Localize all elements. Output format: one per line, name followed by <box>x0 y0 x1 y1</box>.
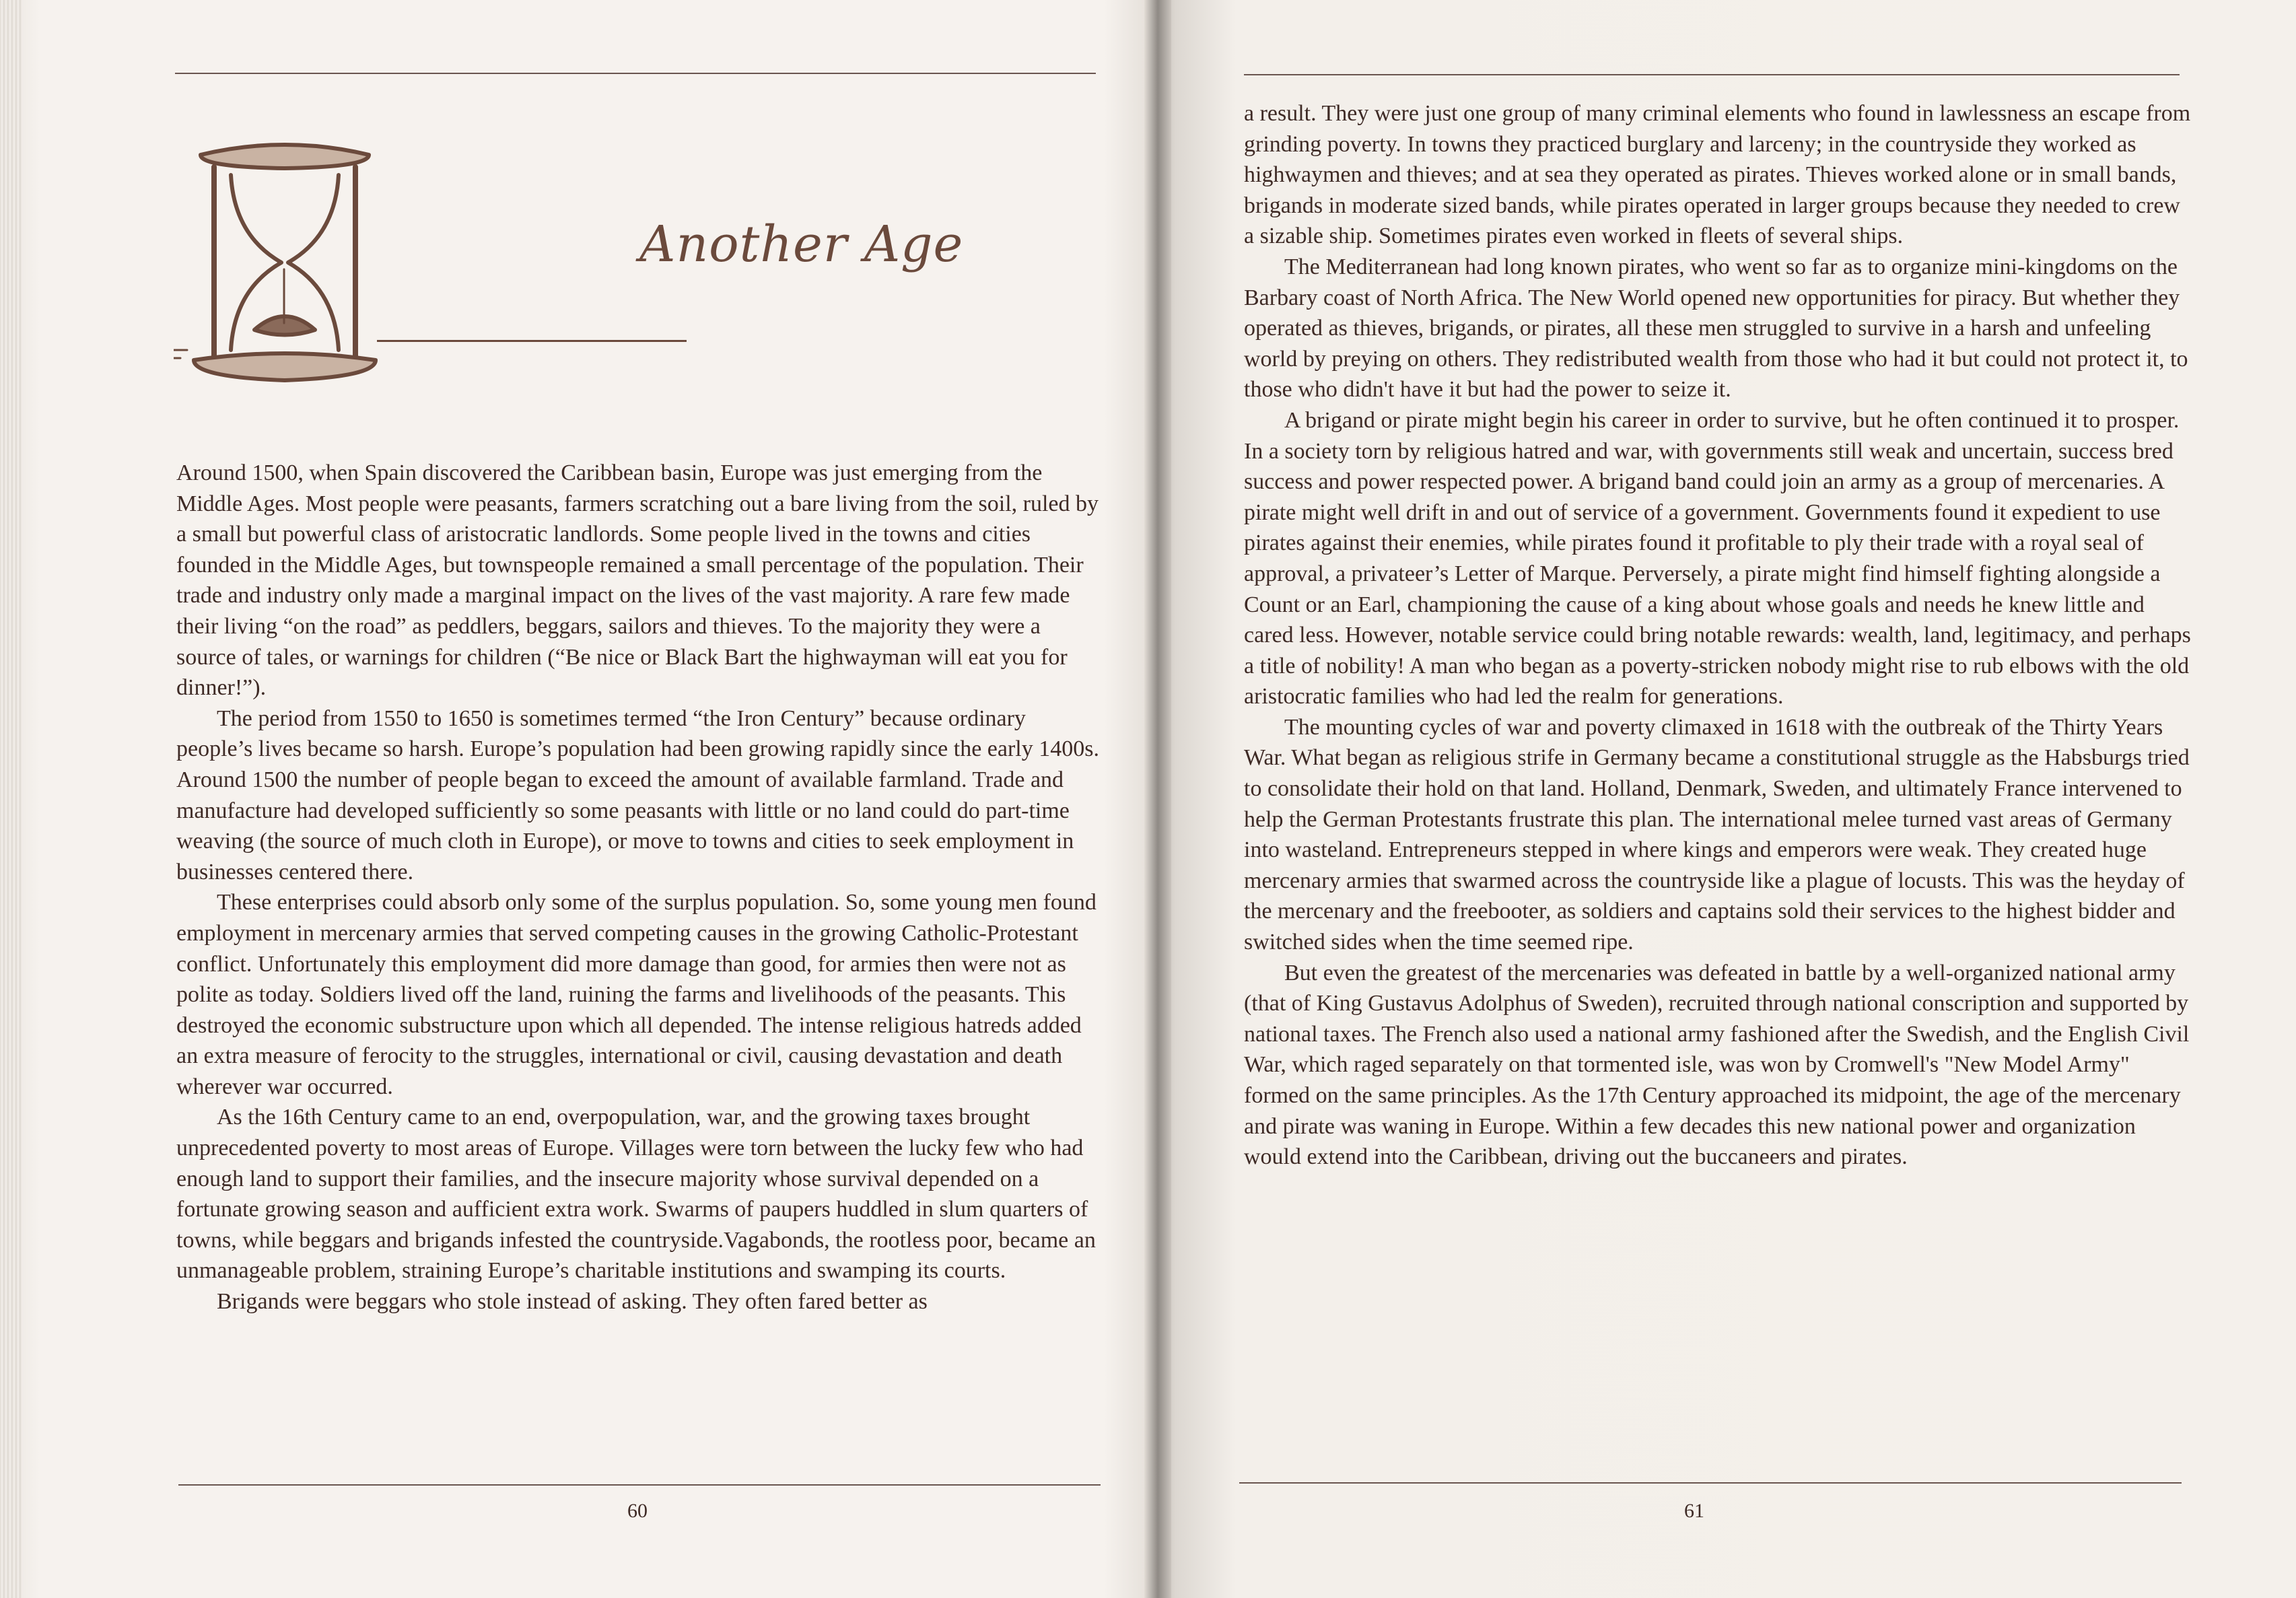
paragraph: Around 1500, when Spain discovered the Caribbean basin, Europe was just emerging from the Middle Ages. Most people were peasants, farmers scratching out a bare living from the soil, ruled by a small but powerful class of aristocratic landlords. Some people lived in the towns and cities founded in the Middle Ages, but townspeople remained a small percentage of the population. Their trade and industry only made a marginal impact on the lives of the vast majority. A rare few made their living “on the road” as peddlers, beggars, sailors and thieves. To the majority they were a source of tales, or warnings for children (“Be nice or Black Bart the highwayman will eat you for dinner!”). <box>176 460 1099 701</box>
paragraph: But even the greatest of the mercenaries was defeated in battle by a well-organized national army (that of King Gustavus Adolphus of Sweden), recruited through national conscription and supported by national taxes. The French also used a national army fashioned after the Swedish, and the English Civil War, which raged separately on that tormented isle, was won by Cromwell's "New Model Army" formed on the same principles. As the 17th Century approached its midpoint, the age of the mercenary and pirate was waning in Europe. Within a few decades this new national power and organization would extend into the Caribbean, driving out the buccaneers and pirates. <box>1244 960 2190 1170</box>
paragraph: As the 16th Century came to an end, overpopulation, war, and the growing taxes brought unprecedented poverty to most areas of Europe. Villages were torn between the lucky few who had enough land to support their families, and the insecure majority whose survival depended on a fortunate growing season and aufficient extra work. Swarms of paupers huddled in slum quarters of towns, while beggars and brigands infested the countryside.Vagabonds, the rootless poor, became an unmanageable problem, straining Europe’s charitable institutions and swamping its courts. <box>176 1105 1096 1284</box>
paragraph: The period from 1550 to 1650 is sometimes termed “the Iron Century” because ordinary people’s lives became so harsh. Europe’s population had been growing rapidly since the early 1400s. Around 1500 the number of people began to exceed the amount of available farmland. Trade and manufacture had developed sufficiently so some peasants with little or no land could do part-time weaving (the source of much cloth in Europe), or move to towns and cities to seek employment in businesses centered there. <box>176 705 1099 884</box>
paragraph: The Mediterranean had long known pirates, who went so far as to organize mini-kingdoms on the Barbary coast of North Africa. The New World opened new opportunities for piracy. But whether they operated as thieves, brigands, or pirates, all these men struggled to survive in a harsh and unfeeling world by preying on others. They redistributed wealth from those who had it but could not protect it, to those who didn't have it but had the power to seize it. <box>1244 254 2188 403</box>
paragraph: These enterprises could absorb only some of the surplus population. So, some young men found employment in mercenary armies that served competing causes in the growing Catholic-Protestant conflict. Unfortunately this employment did more damage than good, for armies then were not as polite as today. Soldiers lived off the land, ruining the farms and livelihoods of the peasants. This destroyed the economic substructure upon which all depended. The intense religious hatreds added an extra measure of ferocity to the struggles, international or civil, causing devastation and death wherever war occurred. <box>176 890 1097 1099</box>
page-number: 61 <box>1684 1500 1704 1522</box>
hourglass-icon <box>174 135 396 397</box>
paragraph: A brigand or pirate might begin his career in order to survive, but he often continued it to prosper. In a society torn by religious hatred and war, with governments still weak and uncertain, success bred success and power respected power. A brigand band could join an army as a group of mercenaries. A pirate might well drift in and out of service of a government. Governments found it expedient to use pirates against their enemies, while pirates found it profitable to ply their trade with a royal seal of approval, a privateer’s Letter of Marque. Perversely, a pirate might find himself fighting alongside a Count or an Earl, championing the cause of a king about whose goals and needs he knew little and cared less. However, notable service could bring notable rewards: wealth, land, legitimacy, and perhaps a title of nobility! A man who began as a poverty-stricken nobody might rise to rub elbows with the old aristocratic families who had led the realm for generations. <box>1244 407 2191 709</box>
title-underline <box>377 340 687 342</box>
paragraph: The mounting cycles of war and poverty climaxed in 1618 with the outbreak of the Thirty Years War. What began as religious strife in Germany became a constitutional struggle as the Habsburgs tried to consolidate their hold on that land. Holland, Denmark, Sweden, and ultimately France intervened to help the German Protestants frustrate this plan. The international melee turned vast areas of Germany into wasteland. Entrepreneurs stepped in where kings and emperors were weak. They created huge mercenary armies that swarmed across the countryside like a plague of locusts. This was the heyday of the mercenary and the freebooter, as soldiers and captains sold their services to the highest bidder and switched sides when the time seemed ripe. <box>1244 714 2190 955</box>
left-body-text <box>176 458 1105 1317</box>
paragraph: Brigands were beggars who stole instead of asking. They often fared better as <box>217 1289 928 1315</box>
right-body-text <box>1244 98 2193 1173</box>
top-rule <box>175 73 1096 74</box>
book-gutter <box>1144 0 1171 1598</box>
chapter-title: Another Age <box>639 215 964 273</box>
bottom-rule <box>178 1484 1101 1486</box>
paragraph: a result. They were just one group of many criminal elements who found in lawlessness an escape from grinding poverty. In towns they practiced burglary and larceny; in the countryside they worked as highwaymen and thieves; and at sea they operated as pirates. Thieves worked alone or in small bands, brigands in moderate sized bands, while pirates operated in larger groups because they needed to crew a sizable ship. Sometimes pirates even worked in fleets of several ships. <box>1244 101 2191 249</box>
bottom-rule <box>1239 1482 2182 1484</box>
page-edges <box>0 0 23 1598</box>
page-number: 60 <box>627 1500 648 1522</box>
right-page <box>1155 0 2296 1598</box>
top-rule <box>1244 74 2180 75</box>
